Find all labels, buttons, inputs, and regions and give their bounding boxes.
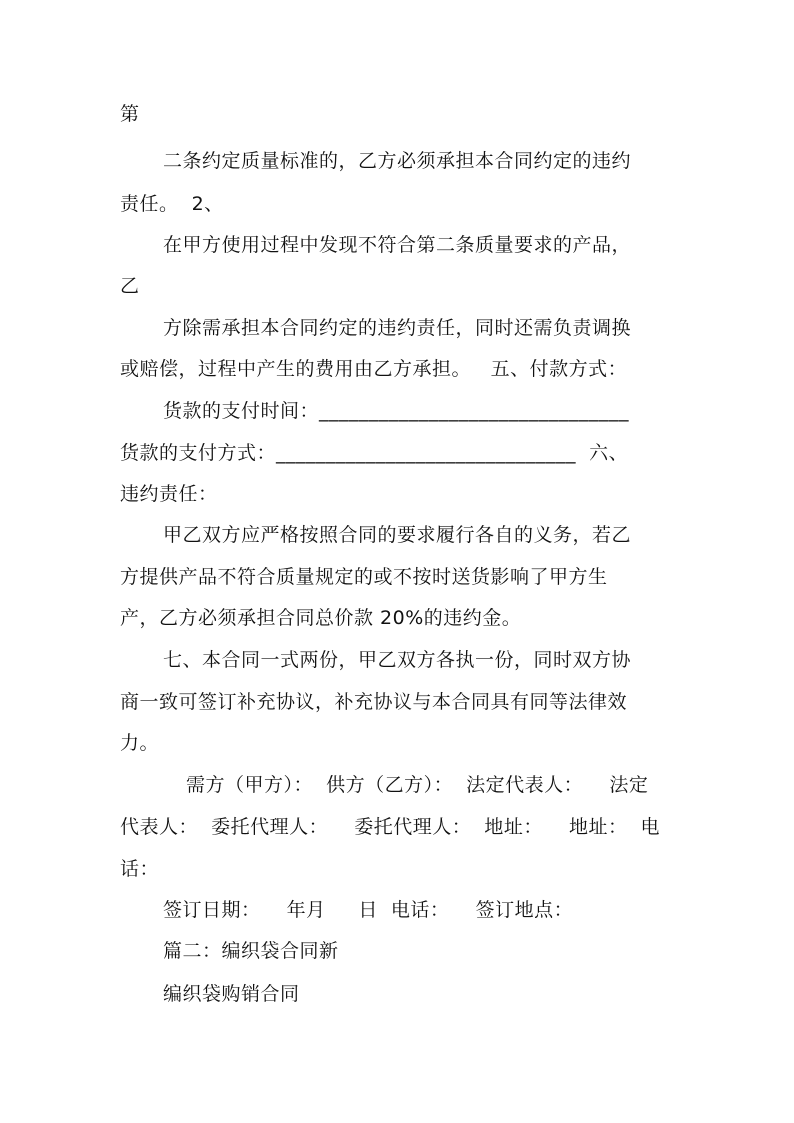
contract-title: 编织袋购销合同 [163, 983, 300, 1005]
text-line-7: 或赔偿，过程中产生的费用由乙方承担。 五、付款方式： [120, 358, 628, 380]
signature-line-2: 代表人： 委托代理人： 委托代理人： 地址： 地址： 电 [120, 816, 661, 838]
section-heading: 篇二：编织袋合同新 [163, 940, 339, 962]
text-line-8: 货款的支付时间：_______________________________ [163, 400, 630, 422]
text-line-13: 产，乙方必须承担合同总价款 20%的违约金。 [120, 607, 522, 629]
text-line-6: 方除需承担本合同约定的违约责任，同时还需负责调换 [163, 317, 632, 339]
signature-line-3: 话： [120, 858, 160, 880]
text-line-2: 二条约定质量标准的，乙方必须承担本合同约定的违约 [163, 150, 632, 172]
text-line-15: 商一致可签订补充协议，补充协议与本合同具有同等法律效 [120, 691, 628, 713]
text-line-4: 在甲方使用过程中发现不符合第二条质量要求的产品， [163, 234, 632, 256]
signature-line-1: 需方（甲方）： 供方（乙方）： 法定代表人： 法定 [186, 774, 649, 796]
text-line-1: 第 [120, 103, 140, 125]
text-line-14: 七、本合同一式两份，甲乙双方各执一份，同时双方协 [163, 649, 632, 671]
text-line-11: 甲乙双方应严格按照合同的要求履行各自的义务，若乙 [163, 524, 632, 546]
text-line-12: 方提供产品不符合质量规定的或不按时送货影响了甲方生 [120, 566, 608, 588]
text-line-3: 责任。 2、 [120, 193, 224, 215]
text-line-10: 违约责任： [120, 483, 218, 505]
text-line-5: 乙 [120, 275, 140, 297]
signature-line-4: 签订日期： 年月 日 电话： 签订地点： [163, 899, 574, 921]
text-line-16: 力。 [120, 732, 160, 754]
text-line-9: 货款的支付方式：______________________________ 六、 [120, 442, 629, 464]
